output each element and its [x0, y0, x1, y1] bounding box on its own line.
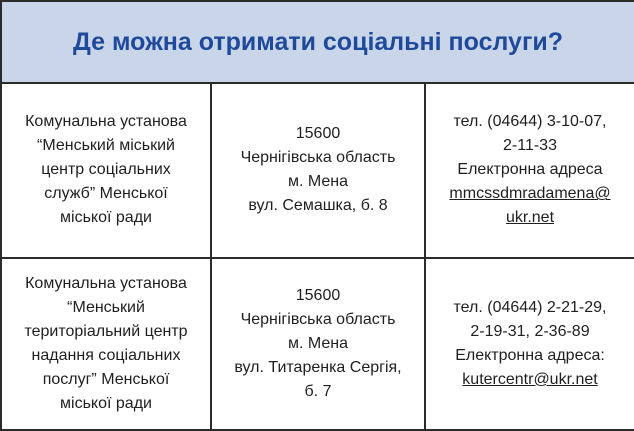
building: б. 7 [304, 382, 332, 400]
table-header [1, 1, 634, 83]
street: вул. Семашка, б. 8 [248, 197, 388, 215]
phone-line: тел. (04644) 3-10-07, [453, 113, 607, 131]
contacts-cell [425, 83, 634, 257]
institution-name-line: міської ради [60, 394, 152, 412]
city: м. Мена [287, 334, 349, 352]
institution-name-cell [1, 83, 211, 257]
contacts-cell [425, 258, 634, 430]
address-cell [211, 258, 425, 430]
table-row [1, 83, 634, 257]
institution-name-line: “Менський [67, 298, 145, 316]
city: м. Мена [287, 173, 349, 191]
institution-name-line: послуг” Менської [42, 370, 170, 388]
page-title: Де можна отримати соціальні послуги? [73, 27, 563, 56]
email-label: Електронна адреса: [455, 346, 605, 364]
email-link[interactable]: ukr.net [505, 209, 555, 227]
region: Чернігівська область [240, 310, 396, 328]
region: Чернігівська область [240, 149, 396, 167]
institution-name-line: Комунальна установа [25, 274, 187, 292]
table-row [1, 258, 634, 430]
institution-name-line: міської ради [60, 209, 152, 227]
institution-name-line: служб” Менської [44, 185, 168, 203]
phone-line: тел. (04644) 2-21-29, [453, 298, 607, 316]
institution-name-cell [1, 258, 211, 430]
street: вул. Титаренка Сергія, [234, 358, 402, 376]
institution-name-line: “Менський міський [37, 137, 175, 155]
postal-code: 15600 [295, 286, 341, 304]
institution-name-line: центр соціальних [41, 161, 171, 179]
phone-line: 2-19-31, 2-36-89 [470, 322, 590, 340]
address-cell [211, 83, 425, 257]
institution-name-line: територіальний центр [24, 322, 188, 340]
institution-name-line: надання соціальних [31, 346, 181, 364]
institution-name-line: Комунальна установа [25, 113, 187, 131]
email-label: Електронна адреса [457, 161, 603, 179]
phone-line: 2-11-33 [503, 137, 557, 155]
email-link[interactable]: kutercentr@ukr.net [462, 370, 598, 388]
postal-code: 15600 [295, 125, 341, 143]
email-link[interactable]: mmcssdmradamena@ [449, 185, 611, 203]
